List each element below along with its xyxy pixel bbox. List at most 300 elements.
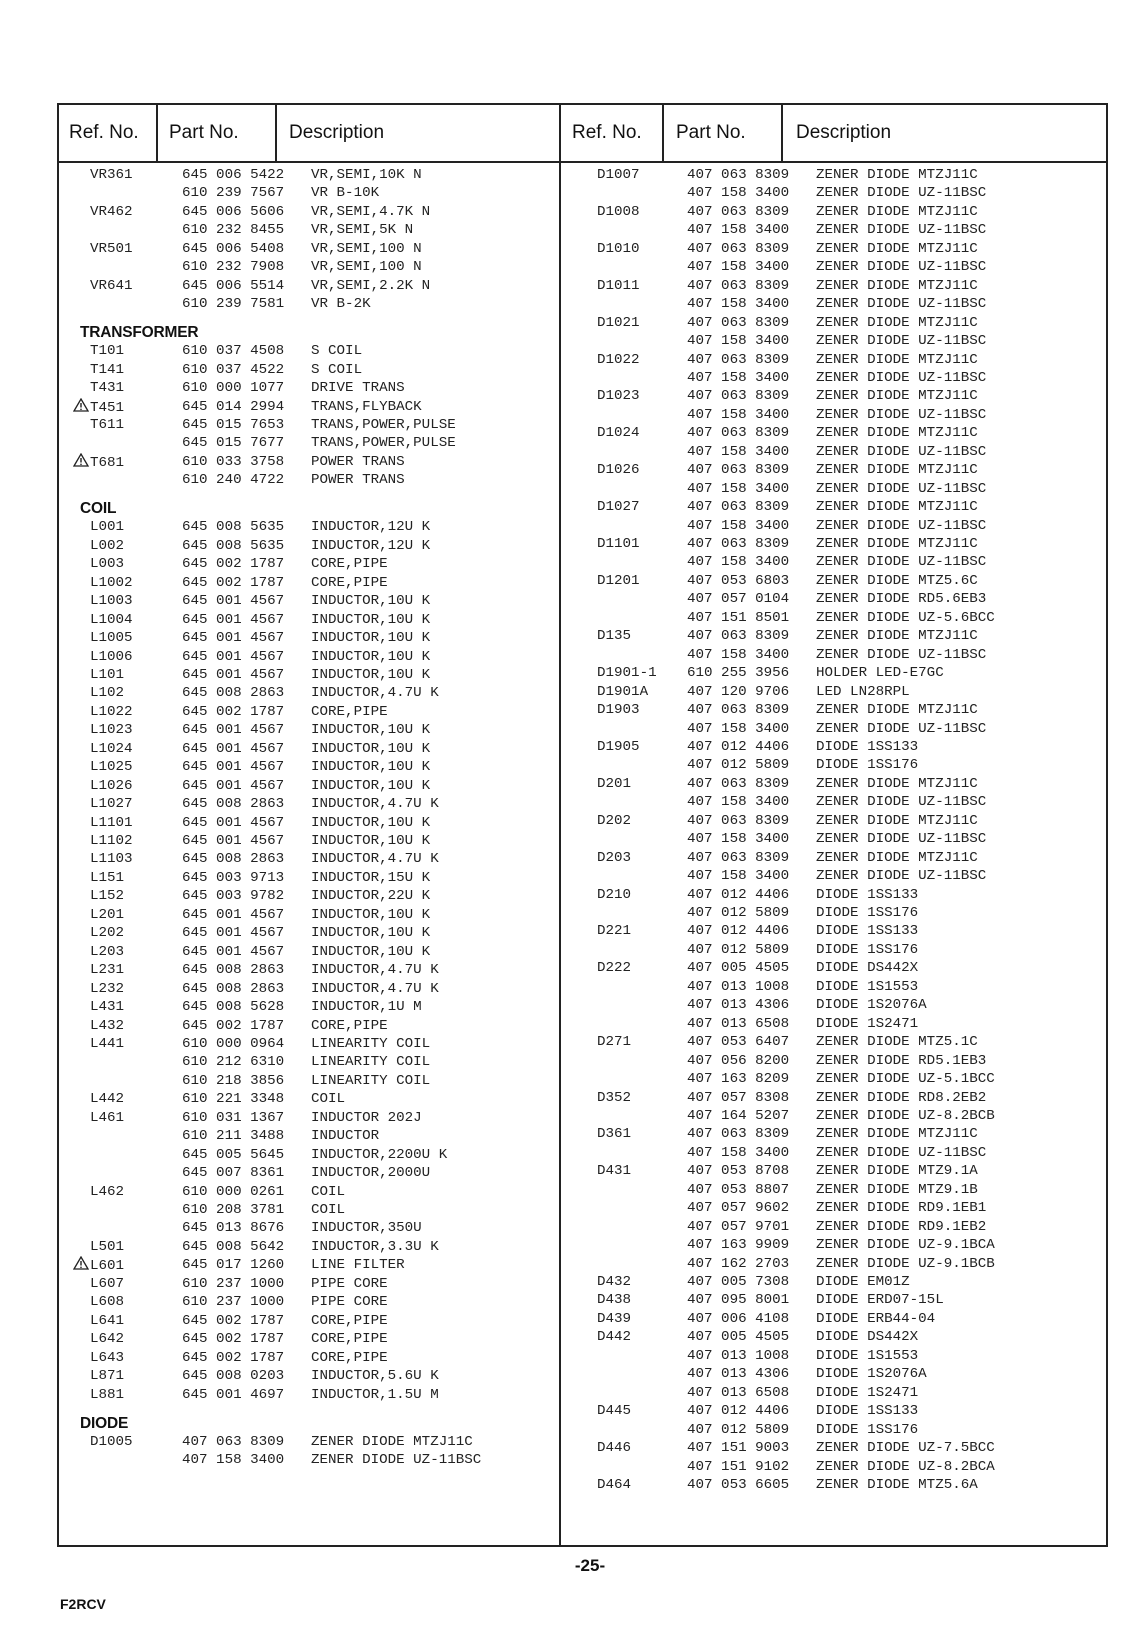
ref-text: L1022 xyxy=(90,703,133,720)
description: INDUCTOR,12U K xyxy=(311,519,431,536)
ref-text: D202 xyxy=(597,812,632,829)
table-row xyxy=(59,203,557,222)
description: ZENER DIODE UZ-8.2BCA xyxy=(816,1458,995,1475)
header-divider xyxy=(781,105,783,161)
table-row xyxy=(562,1384,1105,1403)
ref-text: L608 xyxy=(90,1294,125,1311)
ref-text: L202 xyxy=(90,925,125,942)
table-row xyxy=(562,775,1105,794)
description: ZENER DIODE UZ-11BSC xyxy=(816,554,987,571)
part-number: 407 057 9701 xyxy=(687,1218,790,1235)
ref-text: D221 xyxy=(597,923,632,940)
description: INDUCTOR,10U K xyxy=(311,666,431,683)
ref-number xyxy=(90,887,124,906)
ref-number xyxy=(73,1256,124,1276)
ref-text: D1021 xyxy=(597,314,640,331)
description: ZENER DIODE MTZJ11C xyxy=(311,1433,473,1450)
table-row xyxy=(59,379,557,398)
description: ZENER DIODE UZ-11BSC xyxy=(816,259,987,276)
ref-number xyxy=(597,1328,631,1347)
description: PIPE CORE xyxy=(311,1294,388,1311)
part-number: 645 001 4567 xyxy=(182,593,285,610)
table-row xyxy=(59,740,557,759)
description: ZENER DIODE UZ-11BSC xyxy=(816,185,987,202)
ref-text: L201 xyxy=(90,906,125,923)
ref-number xyxy=(90,240,133,259)
part-number: 645 008 2863 xyxy=(182,980,285,997)
part-number: 645 008 5635 xyxy=(182,519,285,536)
ref-number xyxy=(90,980,124,999)
ref-number xyxy=(597,1089,631,1108)
part-number: 645 002 1787 xyxy=(182,1349,285,1366)
table-row xyxy=(562,867,1105,886)
ref-number xyxy=(597,314,640,333)
ref-text: D1023 xyxy=(597,388,640,405)
description: VR B-10K xyxy=(311,185,380,202)
table-row xyxy=(59,1164,557,1183)
description: INDUCTOR,10U K xyxy=(311,943,431,960)
ref-text: D446 xyxy=(597,1440,632,1457)
table-row xyxy=(59,1451,557,1470)
table-row xyxy=(562,1365,1105,1384)
table-row xyxy=(562,1458,1105,1477)
part-number: 645 001 4567 xyxy=(182,722,285,739)
ref-text: D1026 xyxy=(597,462,640,479)
ref-text: D1008 xyxy=(597,203,640,220)
table-row xyxy=(562,258,1105,277)
table-row xyxy=(562,646,1105,665)
table-row xyxy=(59,1072,557,1091)
ref-text: L643 xyxy=(90,1349,125,1366)
part-number: 645 006 5606 xyxy=(182,203,285,220)
description: INDUCTOR,10U K xyxy=(311,611,431,628)
table-row xyxy=(562,609,1105,628)
ref-text: L881 xyxy=(90,1386,125,1403)
ref-number xyxy=(90,924,124,943)
table-row xyxy=(59,684,557,703)
description: ZENER DIODE UZ-11BSC xyxy=(816,296,987,313)
header-ref-left: Ref. No. xyxy=(69,122,139,143)
ref-number xyxy=(90,1017,124,1036)
part-number: 407 120 9706 xyxy=(687,683,790,700)
ref-text: D222 xyxy=(597,960,632,977)
description: ZENER DIODE MTZJ11C xyxy=(816,277,978,294)
description: INDUCTOR,10U K xyxy=(311,593,431,610)
ref-text: D1901A xyxy=(597,683,649,700)
part-number: 610 037 4522 xyxy=(182,361,285,378)
part-number: 407 057 8308 xyxy=(687,1089,790,1106)
description: ZENER DIODE RD5.1EB3 xyxy=(816,1052,987,1069)
table-row xyxy=(59,537,557,556)
part-number: 407 063 8309 xyxy=(687,167,790,183)
description: ZENER DIODE UZ-7.5BCC xyxy=(816,1440,995,1457)
table-row xyxy=(562,922,1105,941)
safety-warning-icon xyxy=(73,398,89,412)
ref-text: L871 xyxy=(90,1368,125,1385)
part-number: 645 006 5514 xyxy=(182,277,285,294)
ref-text: D445 xyxy=(597,1403,632,1420)
ref-number xyxy=(597,277,640,296)
ref-text: L151 xyxy=(90,869,125,886)
description: INDUCTOR,10U K xyxy=(311,722,431,739)
ref-text: L441 xyxy=(90,1035,125,1052)
ref-number xyxy=(597,701,640,720)
table-row xyxy=(562,720,1105,739)
ref-number xyxy=(90,342,124,361)
description: INDUCTOR,4.7U K xyxy=(311,796,439,813)
ref-text: L1103 xyxy=(90,851,133,868)
part-number: 645 008 2863 xyxy=(182,685,285,702)
description: ZENER DIODE MTZJ11C xyxy=(816,240,978,257)
description: INDUCTOR,4.7U K xyxy=(311,851,439,868)
part-number: 610 031 1367 xyxy=(182,1109,285,1126)
table-row xyxy=(59,277,557,296)
header-part-right: Part No. xyxy=(676,122,746,143)
part-number: 610 240 4722 xyxy=(182,472,285,489)
part-number: 407 163 8209 xyxy=(687,1071,790,1088)
description: DIODE 1SS176 xyxy=(816,1421,919,1438)
ref-number xyxy=(90,777,133,796)
table-row xyxy=(59,240,557,259)
table-row xyxy=(562,240,1105,259)
ref-text: T101 xyxy=(90,343,125,360)
table-row xyxy=(562,959,1105,978)
description: LINEARITY COIL xyxy=(311,1035,431,1052)
table-row xyxy=(59,1238,557,1257)
ref-number xyxy=(90,1109,124,1128)
table-row xyxy=(562,849,1105,868)
table-row xyxy=(562,277,1105,296)
ref-number xyxy=(90,416,124,435)
table-row xyxy=(562,1255,1105,1274)
ref-number xyxy=(90,961,124,980)
description: LINE FILTER xyxy=(311,1257,405,1274)
ref-number xyxy=(90,379,124,398)
part-number: 610 033 3758 xyxy=(182,453,285,470)
part-number: 610 000 0964 xyxy=(182,1035,285,1052)
part-number: 645 008 2863 xyxy=(182,851,285,868)
part-number: 645 015 7653 xyxy=(182,416,285,433)
ref-number xyxy=(90,361,124,380)
description: ZENER DIODE MTZJ11C xyxy=(816,425,978,442)
description: ZENER DIODE UZ-5.6BCC xyxy=(816,609,995,626)
description: DIODE 1S2471 xyxy=(816,1384,919,1401)
part-number: 645 001 4567 xyxy=(182,906,285,923)
ref-number xyxy=(597,1273,631,1292)
part-number: 407 164 5207 xyxy=(687,1107,790,1124)
table-row xyxy=(562,664,1105,683)
table-row xyxy=(562,1162,1105,1181)
description: INDUCTOR,10U K xyxy=(311,814,431,831)
part-number: 407 063 8309 xyxy=(687,425,790,442)
part-number: 407 005 4505 xyxy=(687,1329,790,1346)
table-row xyxy=(562,1070,1105,1089)
table-row xyxy=(59,166,557,185)
header-ref-right: Ref. No. xyxy=(572,122,642,143)
description: POWER TRANS xyxy=(311,453,405,470)
table-row xyxy=(59,1109,557,1128)
ref-text: D431 xyxy=(597,1163,632,1180)
ref-text: D1101 xyxy=(597,536,640,552)
part-number: 407 012 4406 xyxy=(687,886,790,903)
part-number: 645 001 4697 xyxy=(182,1386,285,1403)
ref-text: D1005 xyxy=(90,1433,133,1450)
part-number: 645 015 7677 xyxy=(182,435,285,452)
ref-text: L1002 xyxy=(90,574,133,591)
part-number: 407 012 5809 xyxy=(687,941,790,958)
ref-number xyxy=(90,555,124,574)
table-row xyxy=(59,221,557,240)
table-row xyxy=(562,1218,1105,1237)
part-number: 645 006 5422 xyxy=(182,167,285,183)
description: VR B-2K xyxy=(311,296,371,313)
table-row xyxy=(562,627,1105,646)
part-number: 645 001 4567 xyxy=(182,777,285,794)
description: ZENER DIODE MTZ5.6A xyxy=(816,1476,978,1493)
ref-number xyxy=(90,1330,124,1349)
section-heading: DIODE xyxy=(80,1414,129,1432)
part-number: 407 063 8309 xyxy=(687,314,790,331)
table-row xyxy=(59,1201,557,1220)
table-row xyxy=(59,574,557,593)
ref-text: L461 xyxy=(90,1109,125,1126)
description: INDUCTOR,10U K xyxy=(311,648,431,665)
description: POWER TRANS xyxy=(311,472,405,489)
part-number: 645 002 1787 xyxy=(182,1312,285,1329)
table-row xyxy=(562,535,1105,554)
table-row xyxy=(59,1330,557,1349)
part-number: 407 012 5809 xyxy=(687,905,790,921)
description: ZENER DIODE RD9.1EB2 xyxy=(816,1218,987,1235)
part-number: 645 008 2863 xyxy=(182,962,285,979)
description: INDUCTOR,1.5U M xyxy=(311,1386,439,1403)
description: ZENER DIODE UZ-8.2BCB xyxy=(816,1107,995,1124)
description: DIODE 1SS176 xyxy=(816,757,919,774)
ref-number xyxy=(90,611,133,630)
part-number: 610 218 3856 xyxy=(182,1072,285,1089)
part-number: 645 001 4567 xyxy=(182,666,285,683)
table-row xyxy=(59,1127,557,1146)
description: ZENER DIODE UZ-5.1BCC xyxy=(816,1071,995,1088)
part-number: 407 158 3400 xyxy=(687,406,790,423)
part-number: 407 013 4306 xyxy=(687,997,790,1014)
ref-number xyxy=(597,683,648,702)
table-row xyxy=(562,553,1105,572)
table-row xyxy=(59,1386,557,1405)
part-number: 407 158 3400 xyxy=(687,185,790,202)
part-number: 407 013 1008 xyxy=(687,1347,790,1364)
part-number: 407 053 8708 xyxy=(687,1163,790,1180)
part-number: 645 001 4567 xyxy=(182,833,285,850)
ref-number xyxy=(597,1402,631,1421)
part-number: 407 063 8309 xyxy=(687,628,790,645)
ref-text: L431 xyxy=(90,999,125,1016)
description: ZENER DIODE RD9.1EB1 xyxy=(816,1200,987,1217)
part-number: 610 211 3488 xyxy=(182,1128,285,1145)
table-row xyxy=(562,461,1105,480)
part-number: 645 003 9713 xyxy=(182,869,285,886)
table-row xyxy=(562,756,1105,775)
safety-warning-icon xyxy=(73,1256,89,1270)
ref-text: L462 xyxy=(90,1183,125,1200)
table-row xyxy=(59,398,557,417)
description: PIPE CORE xyxy=(311,1275,388,1292)
description: INDUCTOR,1U M xyxy=(311,999,422,1016)
part-number: 407 012 4406 xyxy=(687,738,790,755)
ref-number xyxy=(90,1183,124,1202)
description: INDUCTOR,22U K xyxy=(311,888,431,905)
ref-text: L003 xyxy=(90,556,125,573)
table-row xyxy=(59,1183,557,1202)
description: COIL xyxy=(311,1091,346,1108)
description: VR,SEMI,2.2K N xyxy=(311,277,431,294)
ref-number xyxy=(597,387,640,406)
description: DIODE ERB44-04 xyxy=(816,1310,936,1327)
ref-text: D210 xyxy=(597,886,632,903)
table-row xyxy=(59,703,557,722)
table-row xyxy=(59,1349,557,1368)
ref-number xyxy=(90,1367,124,1386)
ref-text: L1023 xyxy=(90,722,133,739)
part-number: 645 003 9782 xyxy=(182,888,285,905)
table-row xyxy=(59,184,557,203)
table-row xyxy=(562,590,1105,609)
description: INDUCTOR,12U K xyxy=(311,537,431,554)
table-row xyxy=(59,869,557,888)
ref-number xyxy=(90,814,133,833)
table-row xyxy=(59,648,557,667)
part-number: 610 255 3956 xyxy=(687,665,790,682)
ref-number xyxy=(597,1310,631,1329)
table-row xyxy=(59,258,557,277)
ref-text: VR361 xyxy=(90,167,133,183)
description: DIODE 1SS133 xyxy=(816,886,919,903)
part-number: 407 053 6407 xyxy=(687,1034,790,1051)
part-number: 645 008 5642 xyxy=(182,1238,285,1255)
table-row xyxy=(59,611,557,630)
part-number: 610 000 1077 xyxy=(182,380,285,397)
ref-number xyxy=(597,240,640,259)
table-row xyxy=(562,1273,1105,1292)
ref-number xyxy=(597,1476,631,1495)
part-number: 645 001 4567 xyxy=(182,611,285,628)
part-number: 407 063 8309 xyxy=(687,849,790,866)
description: INDUCTOR,2000U xyxy=(311,1165,431,1182)
part-number: 610 208 3781 xyxy=(182,1202,285,1219)
description: VR,SEMI,100 N xyxy=(311,240,422,257)
ref-text: VR501 xyxy=(90,240,133,257)
table-row xyxy=(562,387,1105,406)
table-row xyxy=(59,1275,557,1294)
ref-number xyxy=(90,166,133,185)
ref-number xyxy=(90,1312,124,1331)
part-number: 407 063 8309 xyxy=(687,812,790,829)
part-number: 407 158 3400 xyxy=(687,480,790,497)
description: ZENER DIODE MTZJ11C xyxy=(816,314,978,331)
table-row xyxy=(562,1181,1105,1200)
table-row xyxy=(562,1310,1105,1329)
description: CORE,PIPE xyxy=(311,1017,388,1034)
ref-text: D432 xyxy=(597,1274,632,1290)
part-number: 645 001 4567 xyxy=(182,630,285,647)
table-row xyxy=(59,361,557,380)
part-number: 407 063 8309 xyxy=(687,240,790,257)
ref-text: L1003 xyxy=(90,593,133,610)
part-number: 407 056 8200 xyxy=(687,1052,790,1069)
ref-text: D1903 xyxy=(597,702,640,719)
description: INDUCTOR,4.7U K xyxy=(311,685,439,702)
table-row xyxy=(562,332,1105,351)
ref-text: L1006 xyxy=(90,648,133,665)
ref-number xyxy=(597,922,631,941)
table-row xyxy=(59,1219,557,1238)
table-row xyxy=(59,434,557,453)
part-number: 407 151 9003 xyxy=(687,1440,790,1457)
part-number: 407 053 8807 xyxy=(687,1181,790,1198)
description: DIODE 1S1553 xyxy=(816,1347,919,1364)
table-row xyxy=(562,480,1105,499)
description: LINEARITY COIL xyxy=(311,1054,431,1071)
ref-text: T451 xyxy=(90,399,125,416)
description: ZENER DIODE MTZ5.6C xyxy=(816,572,978,589)
part-number: 407 063 8309 xyxy=(687,1126,790,1143)
description: S COIL xyxy=(311,361,363,378)
part-number: 407 005 4505 xyxy=(687,960,790,977)
part-number: 407 012 4406 xyxy=(687,923,790,940)
ref-number xyxy=(597,1125,631,1144)
table-row xyxy=(562,498,1105,517)
ref-number xyxy=(597,572,640,591)
center-divider xyxy=(559,105,561,1545)
parts-list-table xyxy=(57,103,1108,1547)
part-number: 407 158 3400 xyxy=(687,517,790,534)
part-number: 610 237 1000 xyxy=(182,1275,285,1292)
ref-text: L002 xyxy=(90,537,125,554)
ref-text: D201 xyxy=(597,775,632,792)
ref-text: D1007 xyxy=(597,167,640,183)
ref-number xyxy=(90,721,133,740)
description: ZENER DIODE MTZJ11C xyxy=(816,775,978,792)
header-divider xyxy=(662,105,664,161)
description: ZENER DIODE MTZJ11C xyxy=(816,388,978,405)
table-row xyxy=(59,887,557,906)
part-number: 610 237 1000 xyxy=(182,1294,285,1311)
part-number: 610 239 7567 xyxy=(182,185,285,202)
ref-text: D271 xyxy=(597,1034,632,1051)
description: ZENER DIODE MTZJ11C xyxy=(816,1126,978,1143)
description: ZENER DIODE MTZJ11C xyxy=(816,462,978,479)
ref-number xyxy=(90,574,133,593)
ref-number xyxy=(90,943,124,962)
table-row xyxy=(59,592,557,611)
table-row xyxy=(562,1402,1105,1421)
ref-text: D1901-1 xyxy=(597,665,657,682)
table-row xyxy=(59,814,557,833)
table-row xyxy=(562,1107,1105,1126)
description: DIODE 1SS176 xyxy=(816,941,919,958)
ref-number xyxy=(73,453,124,473)
part-number: 645 017 1260 xyxy=(182,1257,285,1274)
header-divider xyxy=(156,105,158,161)
part-number: 645 008 0203 xyxy=(182,1368,285,1385)
table-row xyxy=(562,793,1105,812)
ref-number xyxy=(597,351,640,370)
table-row xyxy=(562,166,1105,185)
section-heading: COIL xyxy=(80,500,117,518)
table-row xyxy=(562,904,1105,923)
ref-text: D438 xyxy=(597,1292,632,1309)
ref-number xyxy=(597,775,631,794)
